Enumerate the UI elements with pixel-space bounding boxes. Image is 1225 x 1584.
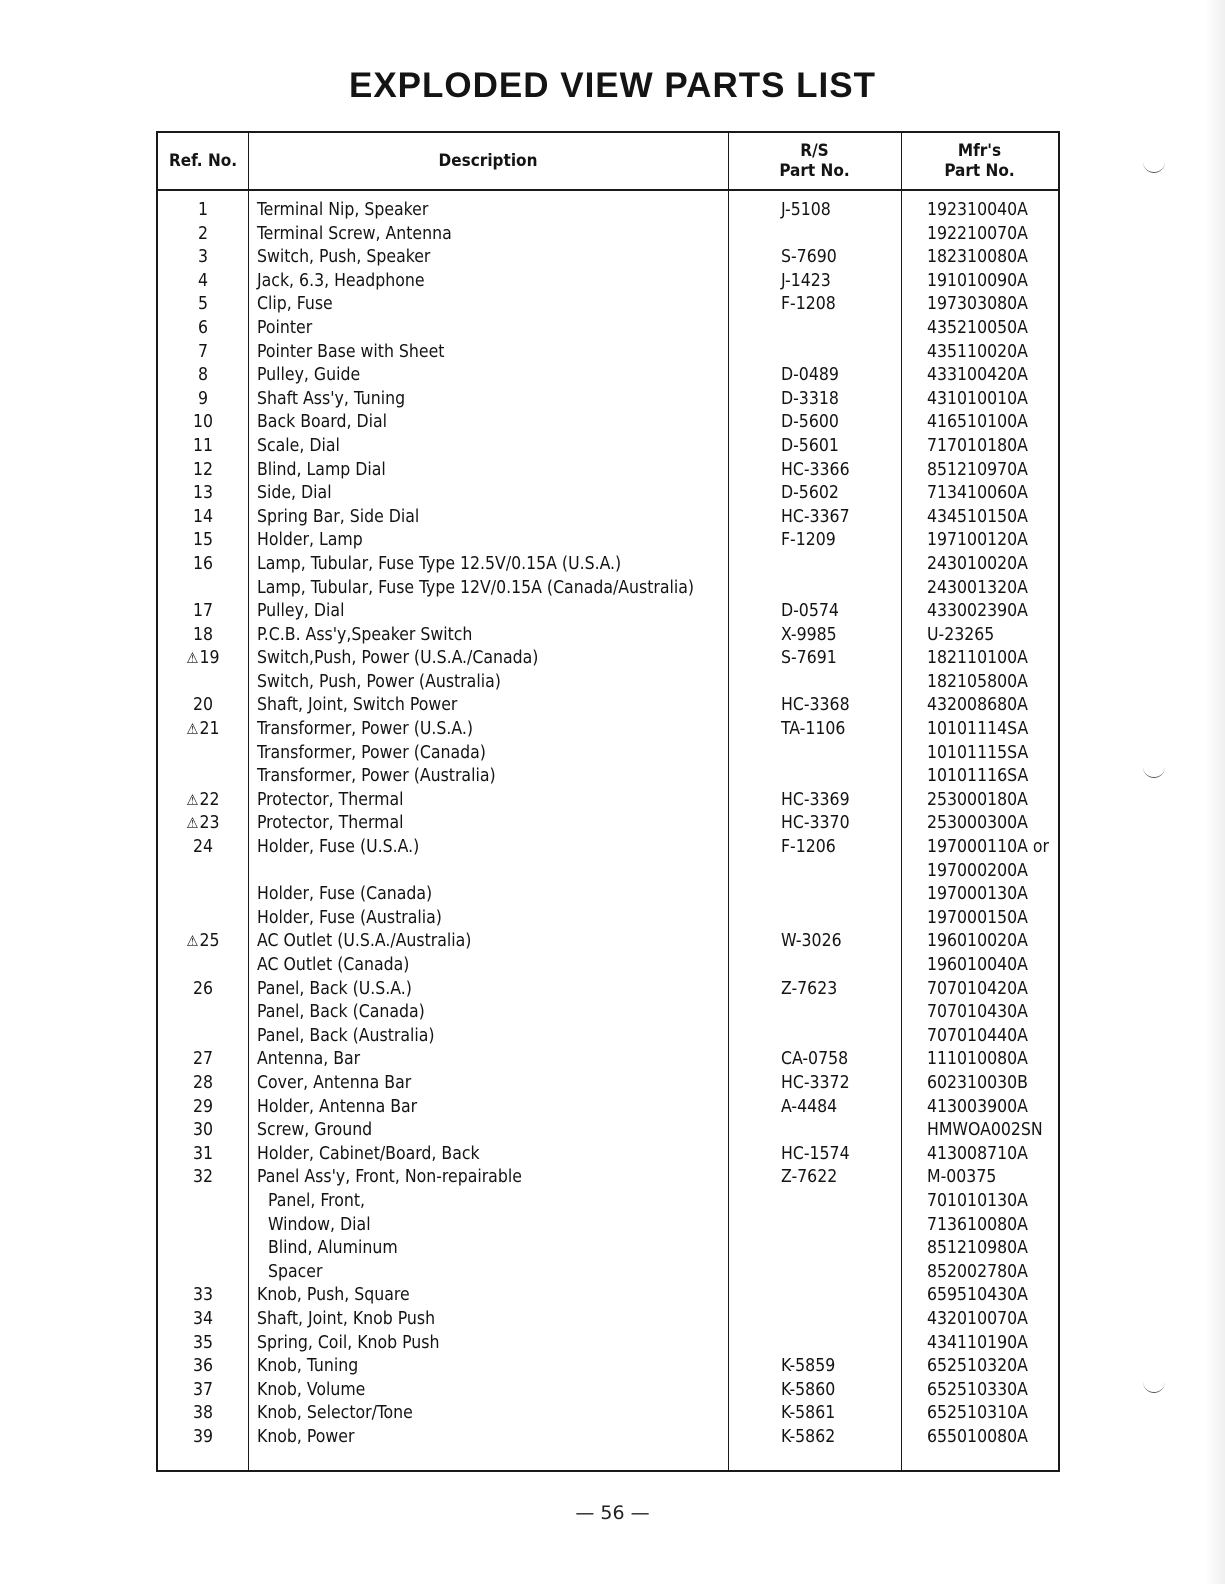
part-description: Shaft, Joint, Knob Push (257, 1308, 436, 1329)
ref-number-text: 19 (199, 648, 220, 669)
table-row (158, 671, 1058, 695)
part-description: Back Board, Dial (257, 412, 387, 433)
safety-warning-icon: ⚠ (186, 790, 199, 809)
table-row (158, 341, 1058, 365)
rs-part-number: D-5600 (781, 412, 839, 433)
part-description: Lamp, Tubular, Fuse Type 12V/0.15A (Canada/Australia) (257, 577, 695, 598)
mfr-part-number: 10101115SA (927, 742, 1029, 763)
ref-number-text: 7 (197, 341, 208, 362)
mfr-part-number: 243010020A (927, 553, 1028, 574)
rs-part-number: HC-3370 (781, 813, 850, 834)
ref-number (158, 1166, 248, 1190)
part-description: AC Outlet (U.S.A./Australia) (257, 931, 472, 952)
mfr-part-number: 432010070A (927, 1308, 1028, 1329)
table-row (158, 812, 1058, 836)
mfr-part-number: M-00375 (927, 1167, 997, 1188)
ref-number-text: 25 (199, 931, 220, 952)
header-divider (158, 189, 1058, 191)
table-row (158, 907, 1058, 931)
table-row (158, 1308, 1058, 1332)
mfr-part-number: 243001320A (927, 577, 1028, 598)
ref-number (158, 388, 248, 412)
table-row (158, 1072, 1058, 1096)
ref-number-text: 39 (192, 1426, 214, 1447)
ref-number (158, 270, 248, 294)
table-row (158, 270, 1058, 294)
part-description: Pulley, Guide (257, 365, 361, 386)
mfr-part-number: 197000130A (927, 884, 1028, 905)
mfr-part-number: 432008680A (927, 695, 1028, 716)
part-description: Holder, Cabinet/Board, Back (257, 1143, 480, 1164)
mfr-part-number: 196010040A (927, 955, 1028, 975)
ref-number (158, 694, 248, 718)
ref-number (158, 1379, 248, 1403)
table-row (158, 765, 1058, 789)
header-rs-line2: Part No. (779, 161, 850, 181)
table-row (158, 293, 1058, 317)
part-description: Window, Dial (268, 1214, 371, 1235)
safety-warning-icon: ⚠ (186, 649, 199, 668)
part-description: Switch, Push, Power (Australia) (257, 671, 501, 692)
table-row (158, 978, 1058, 1002)
ref-number-text: 24 (192, 837, 214, 858)
mfr-part-number: 253000180A (927, 789, 1028, 810)
mfr-part-number: 655010080A (927, 1426, 1028, 1447)
rs-part-number: D-3318 (781, 388, 839, 409)
mfr-part-number: 197000110A or (927, 837, 1049, 858)
mfr-part-number: 111010080A (927, 1049, 1028, 1070)
mfr-part-number: 197000200A (927, 860, 1028, 881)
rs-part-number: F-1206 (781, 837, 836, 858)
mfr-part-number: 192310040A (927, 200, 1028, 220)
part-description: Protector, Thermal (257, 813, 404, 834)
rs-part-number: HC-3369 (781, 789, 850, 810)
mfr-part-number: U-23265 (927, 624, 995, 645)
mfr-part-number: 182110100A (927, 648, 1028, 669)
ref-number (158, 341, 248, 365)
ref-number (158, 1096, 248, 1120)
ref-number-text: 20 (192, 695, 214, 716)
rs-part-number: HC-3368 (781, 695, 850, 716)
header-description-label: Description (438, 151, 538, 171)
part-description: P.C.B. Ass'y,Speaker Switch (257, 624, 473, 645)
rs-part-number: TA-1106 (781, 719, 846, 740)
page-title: EXPLODED VIEW PARTS LIST (348, 66, 876, 105)
table-row (158, 1190, 1058, 1214)
table-row (158, 1166, 1058, 1190)
table-row (158, 1048, 1058, 1072)
mfr-part-number: 435110020A (927, 341, 1028, 362)
ref-number-text: 12 (192, 459, 214, 480)
mfr-part-number: 10101114SA (927, 719, 1029, 740)
mfr-part-number: 707010440A (927, 1025, 1028, 1046)
mfr-part-number: 652510310A (927, 1403, 1028, 1424)
rs-part-number: CA-0758 (781, 1049, 849, 1070)
ref-number (158, 647, 248, 671)
header-mfr-line1: Mfr's (957, 141, 1002, 161)
part-description: Blind, Lamp Dial (257, 459, 386, 480)
mfr-part-number: HMWOA002SN (927, 1120, 1043, 1141)
ref-number (158, 1426, 248, 1450)
table-row (158, 1402, 1058, 1426)
ref-number-text: 31 (192, 1143, 214, 1164)
table-row (158, 1096, 1058, 1120)
mfr-part-number: 413003900A (927, 1096, 1028, 1117)
ref-number-text: 33 (192, 1285, 214, 1306)
mfr-part-number: 196010020A (927, 931, 1028, 952)
part-description: Terminal Screw, Antenna (257, 223, 452, 244)
table-row (158, 1426, 1058, 1450)
ref-number (158, 930, 248, 954)
part-description: Transformer, Power (Canada) (257, 742, 486, 763)
rs-part-number: D-5601 (781, 435, 839, 456)
ref-number-text: 11 (192, 435, 214, 456)
parts-table (156, 131, 1060, 1472)
mfr-part-number: 10101116SA (927, 766, 1029, 787)
part-description: Holder, Lamp (257, 530, 363, 551)
mfr-part-number: 707010420A (927, 978, 1028, 999)
part-description: Lamp, Tubular, Fuse Type 12.5V/0.15A (U.S.A.) (257, 553, 622, 574)
ref-number (158, 199, 248, 223)
mfr-part-number: 253000300A (927, 813, 1028, 834)
ref-number (158, 482, 248, 506)
rs-part-number: D-0489 (781, 365, 839, 386)
part-description: Knob, Volume (257, 1379, 366, 1400)
rs-part-number: Z-7622 (781, 1167, 838, 1188)
rs-part-number: A-4484 (781, 1096, 838, 1117)
table-row (158, 1119, 1058, 1143)
part-description: Holder, Fuse (U.S.A.) (257, 837, 420, 858)
mfr-part-number: 851210980A (927, 1238, 1028, 1259)
part-description: Panel, Back (Australia) (257, 1025, 435, 1046)
ref-number (158, 1355, 248, 1379)
part-description: Scale, Dial (257, 435, 340, 456)
rs-part-number: J-1423 (781, 270, 831, 291)
part-description: Antenna, Bar (257, 1049, 361, 1070)
part-description: Holder, Fuse (Australia) (257, 907, 442, 928)
ref-number-text: 27 (192, 1049, 214, 1070)
part-description: Panel, Back (Canada) (257, 1002, 425, 1023)
table-row (158, 553, 1058, 577)
part-description: Clip, Fuse (257, 294, 333, 315)
ref-number (158, 836, 248, 860)
ref-number (158, 978, 248, 1002)
mfr-part-number: 416510100A (927, 412, 1028, 433)
rs-part-number: HC-3366 (781, 459, 850, 480)
ref-number-text: 26 (192, 978, 214, 999)
mfr-part-number: 713610080A (927, 1214, 1028, 1235)
ref-number (158, 506, 248, 530)
ref-number-text: 30 (192, 1120, 214, 1141)
ref-number (158, 1143, 248, 1167)
table-row (158, 930, 1058, 954)
parts-rows (158, 199, 1058, 1449)
rs-part-number: S-7691 (781, 648, 837, 669)
ref-number-text: 14 (192, 506, 214, 527)
table-row (158, 1261, 1058, 1285)
table-row (158, 317, 1058, 341)
ref-number-text: 28 (192, 1072, 214, 1093)
ref-number-text: 5 (197, 294, 208, 315)
ref-number-text: 18 (192, 624, 214, 645)
ref-number (158, 364, 248, 388)
part-description: Pointer (257, 317, 313, 338)
part-description: Shaft Ass'y, Tuning (257, 388, 406, 409)
table-row (158, 364, 1058, 388)
safety-warning-icon: ⚠ (186, 720, 199, 739)
part-description: Panel Ass'y, Front, Non-repairable (257, 1167, 522, 1188)
ref-number-text: 38 (192, 1403, 214, 1424)
punch-hole-mark (1143, 1380, 1165, 1393)
table-row (158, 1001, 1058, 1025)
rs-part-number: D-5602 (781, 483, 839, 504)
mfr-part-number: 713410060A (927, 483, 1028, 504)
part-description: Cover, Antenna Bar (257, 1072, 412, 1093)
table-row (158, 694, 1058, 718)
part-description: Jack, 6.3, Headphone (257, 270, 425, 291)
ref-number-text: 21 (199, 719, 220, 740)
ref-number-text: 13 (192, 483, 214, 504)
mfr-part-number: 851210970A (927, 459, 1028, 480)
table-row (158, 1214, 1058, 1238)
safety-warning-icon: ⚠ (186, 932, 199, 951)
ref-number-text: 34 (192, 1308, 214, 1329)
table-row (158, 1143, 1058, 1167)
ref-number (158, 459, 248, 483)
table-row (158, 482, 1058, 506)
rs-part-number: K-5861 (781, 1403, 836, 1424)
ref-number-text: 2 (197, 223, 208, 244)
ref-number (158, 553, 248, 577)
ref-number (158, 718, 248, 742)
part-description: Knob, Push, Square (257, 1285, 410, 1306)
page-edge-shadow (1205, 0, 1225, 1584)
page-number: — 56 — (575, 1502, 650, 1524)
mfr-part-number: 659510430A (927, 1285, 1028, 1306)
table-row (158, 836, 1058, 860)
ref-number (158, 1048, 248, 1072)
table-row (158, 1237, 1058, 1261)
rs-part-number: HC-3367 (781, 506, 850, 527)
part-description: Panel, Front, (268, 1190, 366, 1211)
part-description: Knob, Power (257, 1426, 355, 1447)
ref-number-text: 4 (197, 270, 208, 291)
part-description: Blind, Aluminum (268, 1238, 398, 1259)
ref-number-text: 32 (192, 1167, 214, 1188)
part-description: Panel, Back (U.S.A.) (257, 978, 412, 999)
table-row (158, 789, 1058, 813)
rs-part-number: S-7690 (781, 247, 837, 268)
rs-part-number: X-9985 (781, 624, 837, 645)
table-row (158, 506, 1058, 530)
ref-number (158, 1402, 248, 1426)
part-description: Switch, Push, Speaker (257, 247, 431, 268)
ref-number-text: 6 (197, 317, 208, 338)
part-description: Switch,Push, Power (U.S.A./Canada) (257, 648, 539, 669)
part-description: Pointer Base with Sheet (257, 341, 445, 362)
header-ref-label: Ref. No. (168, 151, 238, 171)
ref-number-text: 17 (192, 601, 214, 622)
mfr-part-number: 435210050A (927, 317, 1028, 338)
ref-number-text: 29 (192, 1096, 214, 1117)
header-rs-part-no (728, 133, 901, 189)
table-row (158, 624, 1058, 648)
safety-warning-icon: ⚠ (186, 814, 199, 833)
rs-part-number: F-1209 (781, 530, 836, 551)
ref-number (158, 246, 248, 270)
part-description: Transformer, Power (U.S.A.) (257, 719, 473, 740)
part-description: Terminal Nip, Speaker (257, 200, 429, 220)
ref-number-text: 1 (197, 200, 208, 220)
part-description: Side, Dial (257, 483, 332, 504)
table-row (158, 529, 1058, 553)
mfr-part-number: 707010430A (927, 1002, 1028, 1023)
mfr-part-number: 413008710A (927, 1143, 1028, 1164)
table-row (158, 647, 1058, 671)
rs-part-number: HC-1574 (781, 1143, 850, 1164)
ref-number-text: 22 (199, 789, 220, 810)
mfr-part-number: 433002390A (927, 601, 1028, 622)
mfr-part-number: 434510150A (927, 506, 1028, 527)
ref-number-text: 3 (197, 247, 208, 268)
ref-number-text: 35 (192, 1332, 214, 1353)
table-row (158, 577, 1058, 601)
ref-number (158, 317, 248, 341)
ref-number (158, 1308, 248, 1332)
header-mfr-part-no (901, 133, 1058, 189)
table-row (158, 411, 1058, 435)
ref-number (158, 529, 248, 553)
table-row (158, 1332, 1058, 1356)
table-row (158, 435, 1058, 459)
part-description: Spring Bar, Side Dial (257, 506, 420, 527)
header-mfr-line2: Part No. (944, 161, 1015, 181)
part-description: Holder, Antenna Bar (257, 1096, 418, 1117)
mfr-part-number: 197303080A (927, 294, 1028, 315)
mfr-part-number: 182105800A (927, 671, 1028, 692)
table-row (158, 1355, 1058, 1379)
part-description: Knob, Tuning (257, 1356, 359, 1377)
mfr-part-number: 433100420A (927, 365, 1028, 386)
table-row (158, 223, 1058, 247)
mfr-part-number: 192210070A (927, 223, 1028, 244)
punch-hole-mark (1143, 160, 1165, 173)
table-row (158, 883, 1058, 907)
ref-number-text: 36 (192, 1356, 214, 1377)
table-row (158, 1379, 1058, 1403)
mfr-part-number: 182310080A (927, 247, 1028, 268)
header-description (248, 133, 728, 189)
ref-number (158, 411, 248, 435)
ref-number (158, 1284, 248, 1308)
table-row (158, 742, 1058, 766)
ref-number (158, 1072, 248, 1096)
mfr-part-number: 852002780A (927, 1261, 1028, 1282)
rs-part-number: K-5859 (781, 1356, 836, 1377)
punch-hole-mark (1143, 765, 1165, 778)
table-row (158, 1284, 1058, 1308)
ref-number (158, 293, 248, 317)
mfr-part-number: 652510320A (927, 1356, 1028, 1377)
part-description: Transformer, Power (Australia) (257, 766, 496, 787)
part-description: Protector, Thermal (257, 789, 404, 810)
mfr-part-number: 434110190A (927, 1332, 1028, 1353)
part-description: Pulley, Dial (257, 601, 345, 622)
mfr-part-number: 602310030B (927, 1072, 1028, 1093)
ref-number-text: 16 (192, 553, 214, 574)
part-description: Holder, Fuse (Canada) (257, 884, 433, 905)
ref-number (158, 812, 248, 836)
mfr-part-number: 197100120A (927, 530, 1028, 551)
table-row (158, 388, 1058, 412)
mfr-part-number: 191010090A (927, 270, 1028, 291)
part-description: Screw, Ground (257, 1120, 373, 1141)
mfr-part-number: 197000150A (927, 907, 1028, 928)
ref-number-text: 9 (197, 388, 208, 409)
ref-number (158, 1332, 248, 1356)
rs-part-number: J-5108 (781, 200, 831, 220)
header-ref (158, 133, 248, 189)
part-description: AC Outlet (Canada) (257, 955, 410, 975)
rs-part-number: D-0574 (781, 601, 839, 622)
ref-number (158, 624, 248, 648)
ref-number-text: 8 (197, 365, 208, 386)
mfr-part-number: 717010180A (927, 435, 1028, 456)
rs-part-number: W-3026 (781, 931, 842, 952)
table-row (158, 459, 1058, 483)
part-description: Spacer (268, 1261, 323, 1282)
ref-number (158, 223, 248, 247)
rs-part-number: Z-7623 (781, 978, 838, 999)
ref-number-text: 23 (199, 813, 220, 834)
part-description: Knob, Selector/Tone (257, 1403, 413, 1424)
ref-number-text: 15 (192, 530, 214, 551)
rs-part-number: K-5862 (781, 1426, 836, 1447)
ref-number (158, 789, 248, 813)
table-row (158, 860, 1058, 884)
ref-number-text: 37 (192, 1379, 214, 1400)
mfr-part-number: 701010130A (927, 1190, 1028, 1211)
ref-number (158, 435, 248, 459)
rs-part-number: F-1208 (781, 294, 836, 315)
rs-part-number: K-5860 (781, 1379, 836, 1400)
mfr-part-number: 431010010A (927, 388, 1028, 409)
ref-number (158, 600, 248, 624)
ref-number-text: 10 (192, 412, 214, 433)
part-description: Spring, Coil, Knob Push (257, 1332, 440, 1353)
table-row (158, 199, 1058, 223)
table-row (158, 246, 1058, 270)
part-description: Shaft, Joint, Switch Power (257, 695, 458, 716)
rs-part-number: HC-3372 (781, 1072, 850, 1093)
table-row (158, 718, 1058, 742)
header-rs-line1: R/S (800, 141, 829, 161)
table-row (158, 954, 1058, 978)
ref-number (158, 1119, 248, 1143)
mfr-part-number: 652510330A (927, 1379, 1028, 1400)
table-row (158, 600, 1058, 624)
table-row (158, 1025, 1058, 1049)
